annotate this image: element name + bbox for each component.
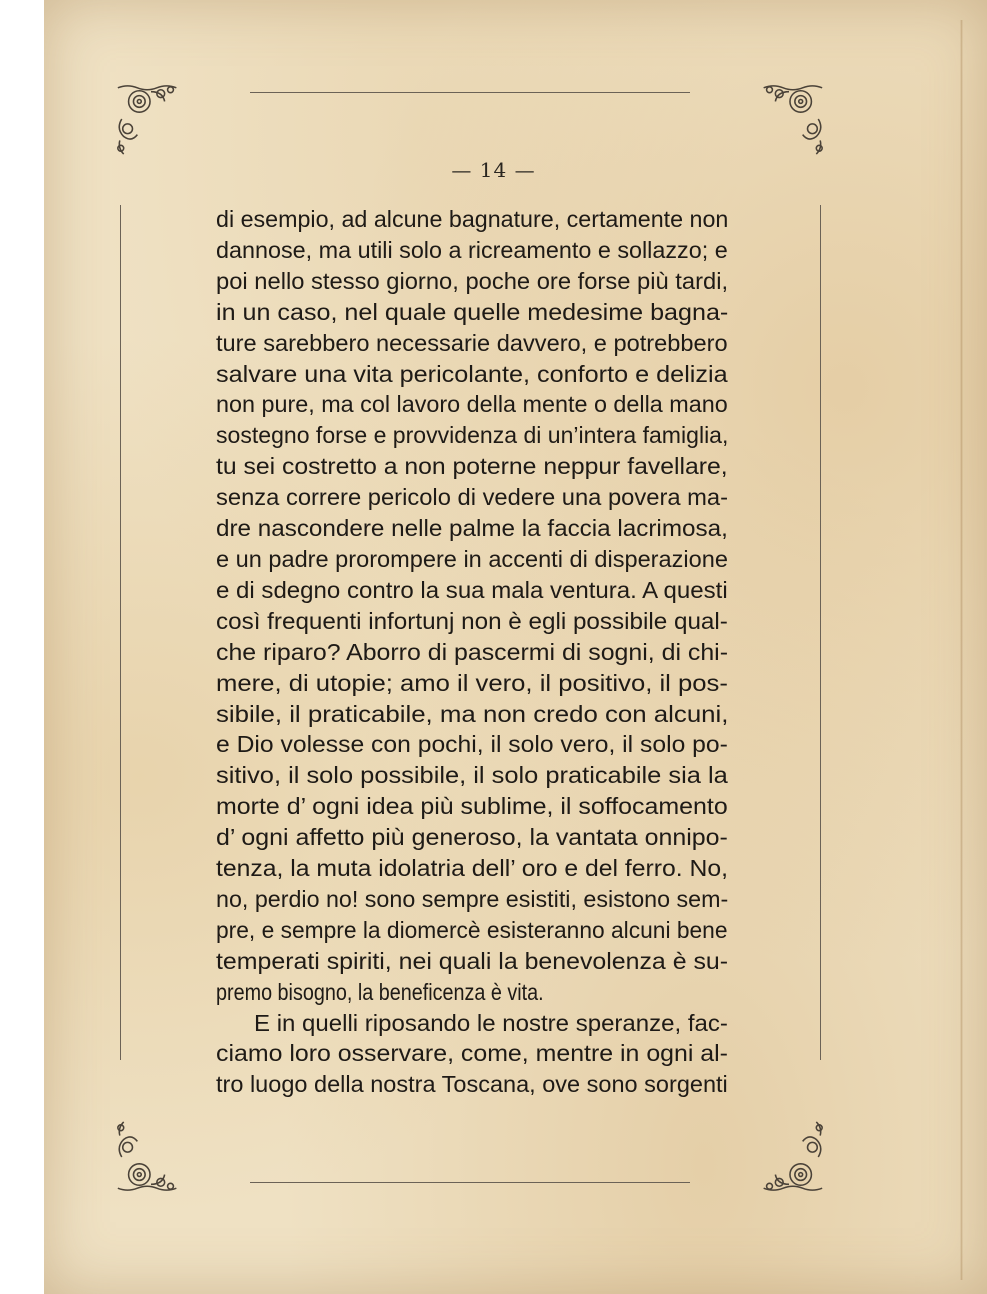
text-line: tro luogo della nostra Toscana, ove sono sorgenti bbox=[216, 1071, 728, 1098]
corner-ornament-bottom-left-icon bbox=[112, 1118, 190, 1196]
text-line: temperati spiriti, nei quali la benevolenza è su- bbox=[216, 947, 729, 974]
text-line: e di sdegno contro la sua mala ventura. A questi bbox=[216, 576, 728, 603]
text-line: tenza, la muta idolatria dell’ oro e del ferro. No, bbox=[216, 855, 729, 882]
text-line: così frequenti infortunj non è egli possibile qual- bbox=[216, 607, 728, 634]
text-line: sitivo, il solo possibile, il solo praticabile sia la bbox=[216, 762, 728, 789]
text-line: in un caso, nel quale quelle medesime bagna- bbox=[216, 298, 729, 325]
text-line: e Dio volesse con pochi, il solo vero, il solo po- bbox=[216, 731, 728, 758]
text-line: no, perdio no! sono sempre esistiti, esistono sem- bbox=[216, 885, 729, 912]
text-line: di esempio, ad alcune bagnature, certamente non bbox=[216, 206, 729, 232]
text-line: dannose, ma utili solo a ricreamento e sollazzo; e bbox=[216, 236, 728, 263]
text-line: sibile, il praticabile, ma non credo con alcuni, bbox=[216, 700, 729, 727]
text-line: non pure, ma col lavoro della mente o della mano bbox=[216, 391, 728, 418]
text-line: premo bisogno, la beneficenza è vita. bbox=[216, 978, 544, 1005]
text-line: mere, di utopie; amo il vero, il positivo, il pos- bbox=[216, 669, 728, 696]
text-line: salvare una vita pericolante, conforto e delizia bbox=[216, 360, 728, 387]
body-text bbox=[216, 204, 728, 1100]
text-line: tu sei costretto a non poterne neppur favellare, bbox=[216, 453, 728, 480]
corner-ornament-bottom-right-icon bbox=[750, 1118, 828, 1196]
text-line: poi nello stesso giorno, poche ore forse più tardi, bbox=[216, 267, 729, 294]
text-line: dre nascondere nelle palme la faccia lacrimosa, bbox=[216, 515, 728, 542]
text-line: che riparo? Aborro di pascermi di sogni, di chi- bbox=[216, 638, 729, 665]
text-line: ciamo loro osservare, come, mentre in ogni al- bbox=[216, 1040, 728, 1067]
corner-ornament-top-left-icon bbox=[112, 80, 190, 158]
text-line: d’ ogni affetto più generoso, la vantata onnipo- bbox=[216, 824, 728, 851]
corner-ornament-top-right-icon bbox=[750, 80, 828, 158]
frame-top-line bbox=[250, 92, 690, 93]
text-line: pre, e sempre la diomercè esisteranno alcuni bene bbox=[216, 916, 728, 943]
page-number: — 14 — bbox=[451, 158, 536, 182]
text-line: senza correre pericolo di vedere una povera ma- bbox=[216, 484, 729, 511]
frame-bottom-line bbox=[250, 1182, 690, 1183]
text-line: e un padre prorompere in accenti di disperazione bbox=[216, 545, 728, 572]
page-fold-shadow bbox=[960, 20, 963, 1280]
text-line: E in quelli riposando le nostre speranze, fac- bbox=[254, 1009, 728, 1036]
frame-right-line bbox=[820, 205, 821, 1060]
frame-left-line bbox=[120, 205, 121, 1060]
text-line: morte d’ ogni idea più sublime, il soffocamento bbox=[216, 793, 728, 820]
text-line: ture sarebbero necessarie davvero, e potrebbero bbox=[216, 329, 728, 356]
text-line: sostegno forse e provvidenza di un’intera famiglia, bbox=[216, 422, 729, 449]
